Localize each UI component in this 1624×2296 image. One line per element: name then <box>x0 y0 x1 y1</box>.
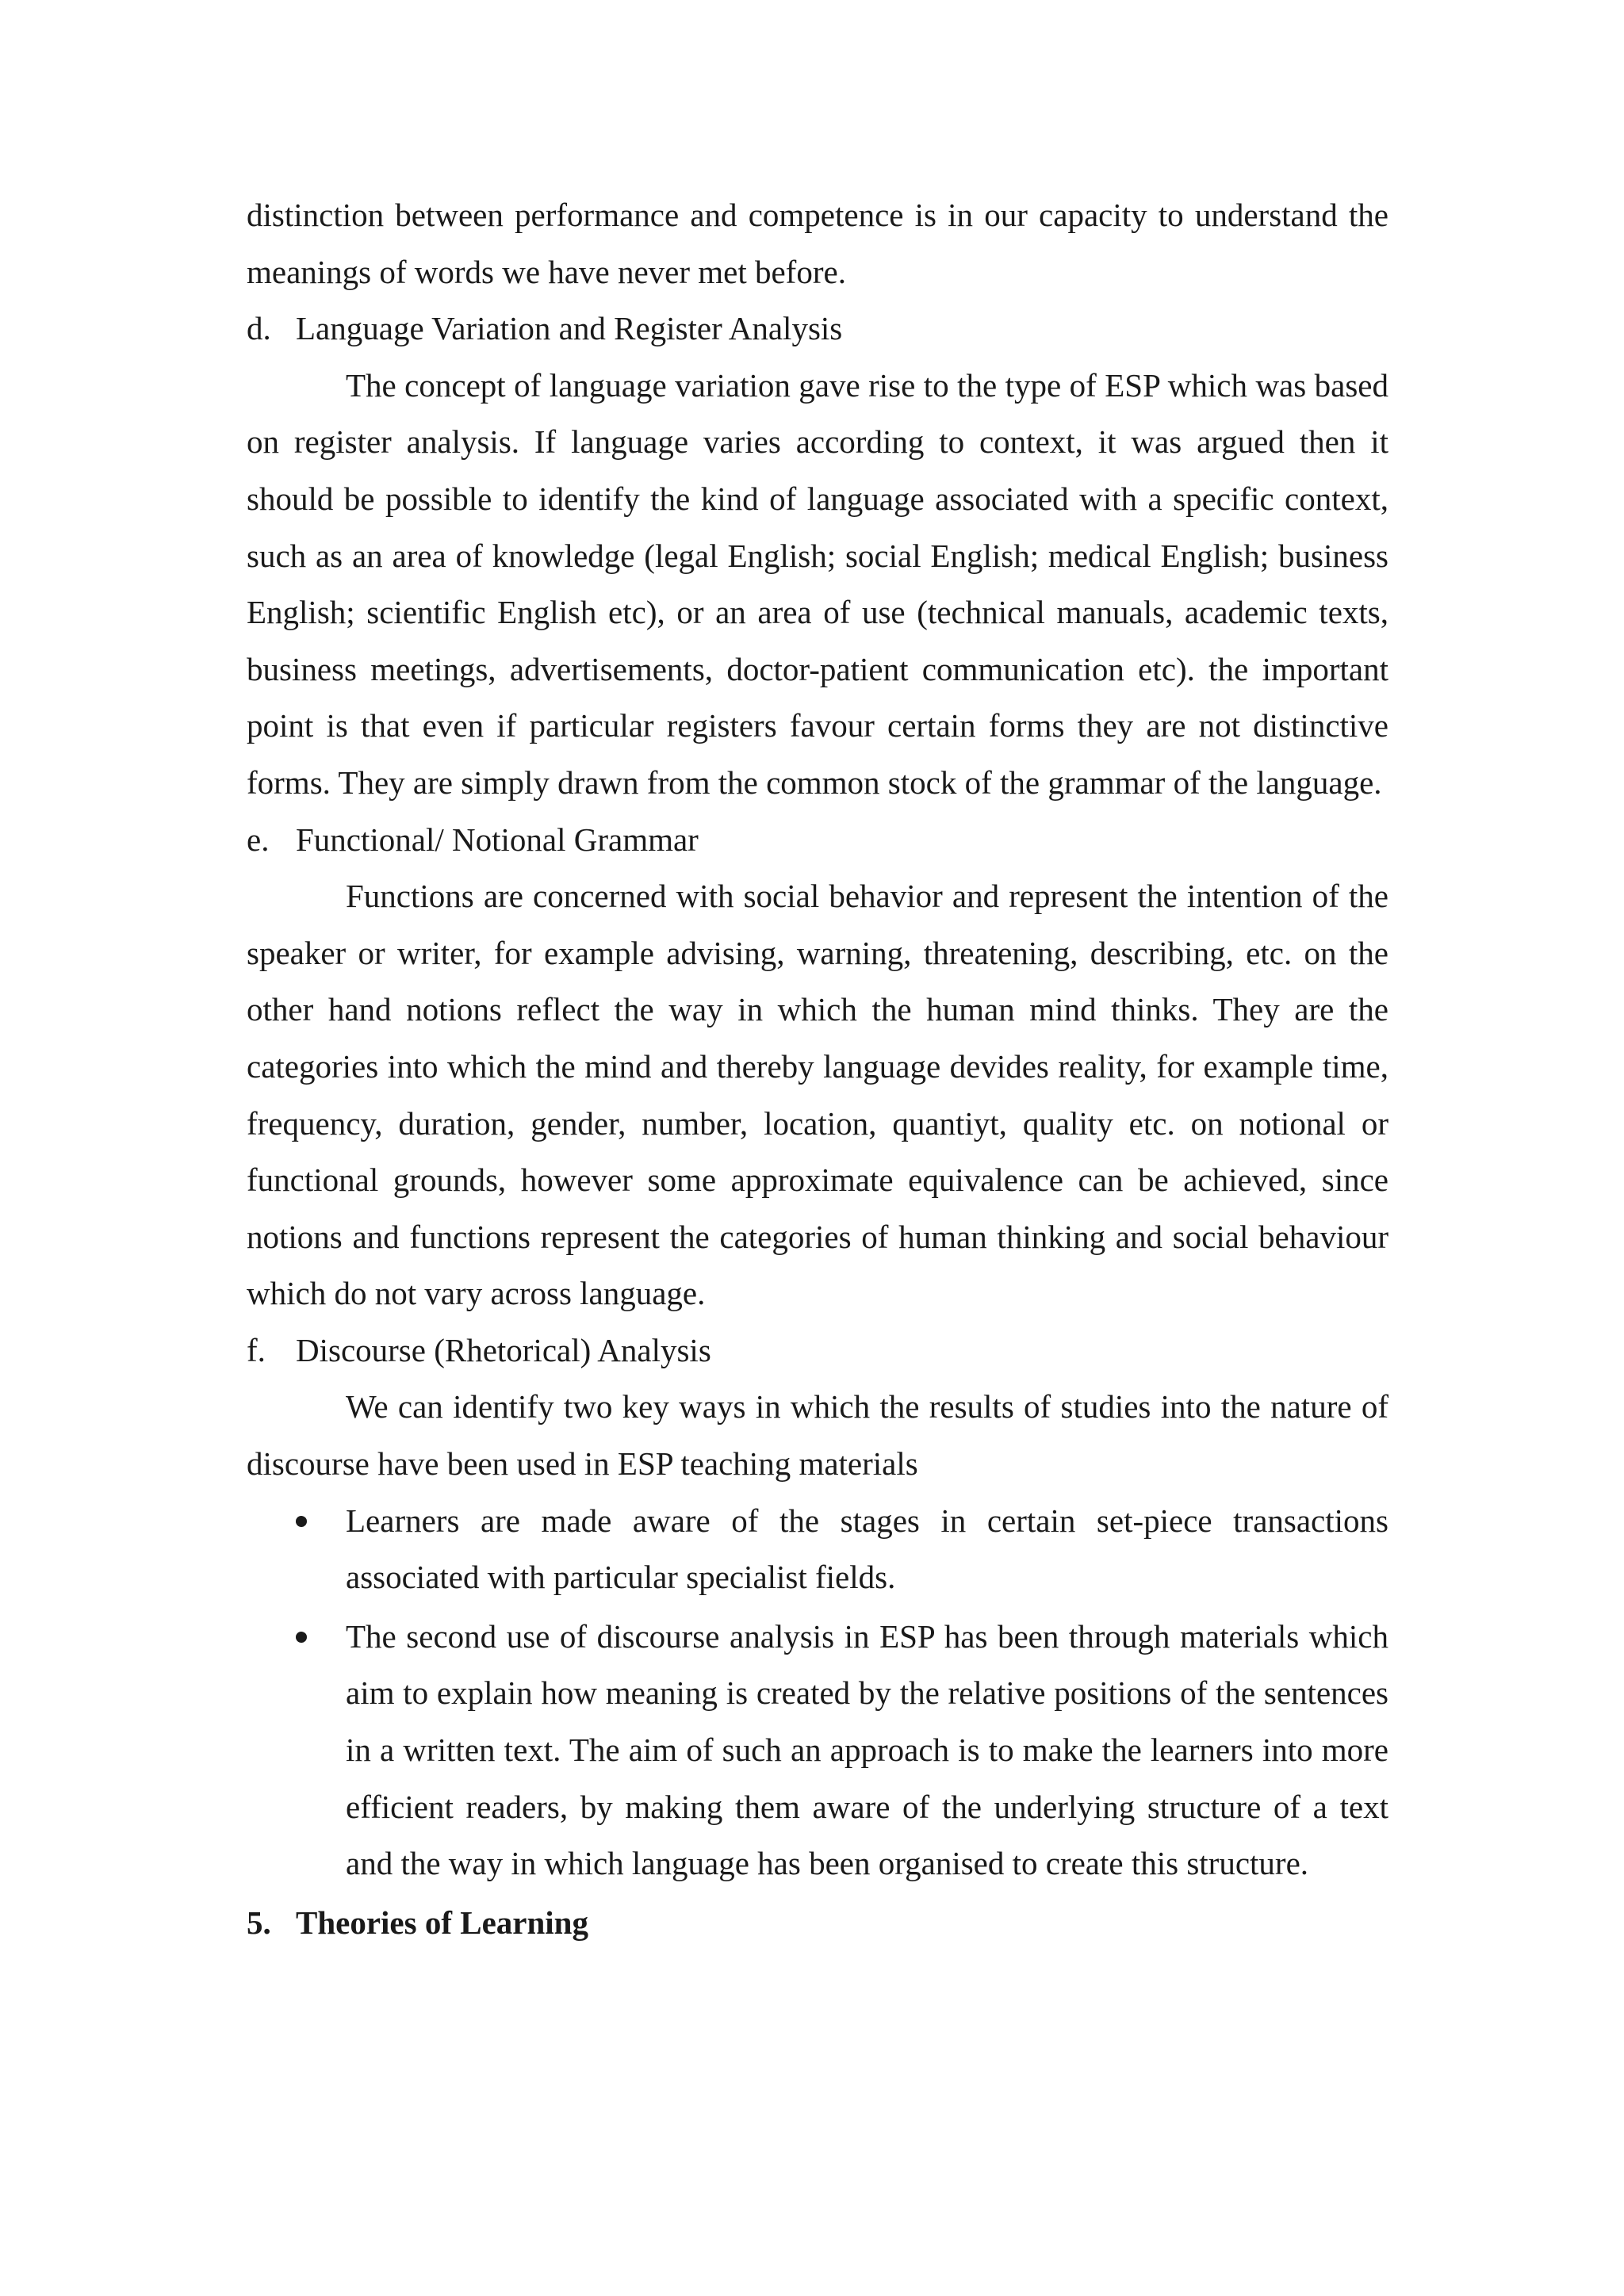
section-d-heading <box>247 300 1388 358</box>
bullet-item <box>247 1609 1388 1892</box>
section-f-title: Discourse (Rhetorical) Analysis <box>296 1331 711 1368</box>
section-e-paragraph: Functions are concerned with social behavior and represent the intention of the speaker or writer, for example advising, warning, threatening, describing, etc. on the other hand notions reflect the way in which the human mind thinks. They are the categories into which the mind and thereby language devides reality, for example time, frequency, duration, gender, number, location, quantiyt, quality etc. on notional or functional grounds, however some approximate equivalence can be achieved, since notions and functions represent the categories of human thinking and social behaviour which do not vary across language. <box>247 878 1388 1312</box>
bullet-item <box>247 1493 1388 1606</box>
section-f-bullet-list <box>247 1493 1388 1892</box>
section-f-heading <box>247 1322 1388 1380</box>
section-5-title: Theories of Learning <box>296 1904 588 1941</box>
section-e-title: Functional/ Notional Grammar <box>296 821 699 858</box>
section-5-heading <box>247 1895 1388 1952</box>
bullet-text: The second use of discourse analysis in ESP has been through materials which aim to explain how meaning is created by the relative positions of the sentences in a written text. The aim of such an approach is to make the learners into more efficient readers, by making them aware of the underlying structure of a text and the way in which language has been organised to create this structure. <box>346 1617 1388 1882</box>
section-f-marker: f. <box>247 1331 266 1368</box>
bullet-text: Learners are made aware of the stages in certain set-piece transactions associated with particular specialist fields. <box>346 1502 1388 1596</box>
intro-paragraph: distinction between performance and competence is in our capacity to understand the meanings of words we have never met before. <box>247 197 1388 290</box>
section-e-marker: e. <box>247 821 270 858</box>
bullet-dot-icon <box>296 1516 307 1527</box>
section-d-paragraph: The concept of language variation gave rise to the type of ESP which was based on register analysis. If language varies according to context, it was argued then it should be possible to identify the kind of language associated with a specific context, such as an area of knowledge (legal English; social English; medical English; business English; scientific English etc), or an area of use (technical manuals, academic texts, business meetings, advertisements, doctor-patient communication etc). the important point is that even if particular registers favour certain forms they are not distinctive forms. They are simply drawn from the common stock of the grammar of the language. <box>247 366 1388 801</box>
document-body <box>247 187 1388 1951</box>
section-e-heading <box>247 812 1388 869</box>
section-d-marker: d. <box>247 310 271 347</box>
section-f-paragraph: We can identify two key ways in which the results of studies into the nature of discourse have been used in ESP teaching materials <box>247 1388 1388 1483</box>
section-5-marker: 5. <box>247 1904 271 1941</box>
section-d-title: Language Variation and Register Analysis <box>296 310 843 347</box>
bullet-dot-icon <box>296 1632 307 1643</box>
